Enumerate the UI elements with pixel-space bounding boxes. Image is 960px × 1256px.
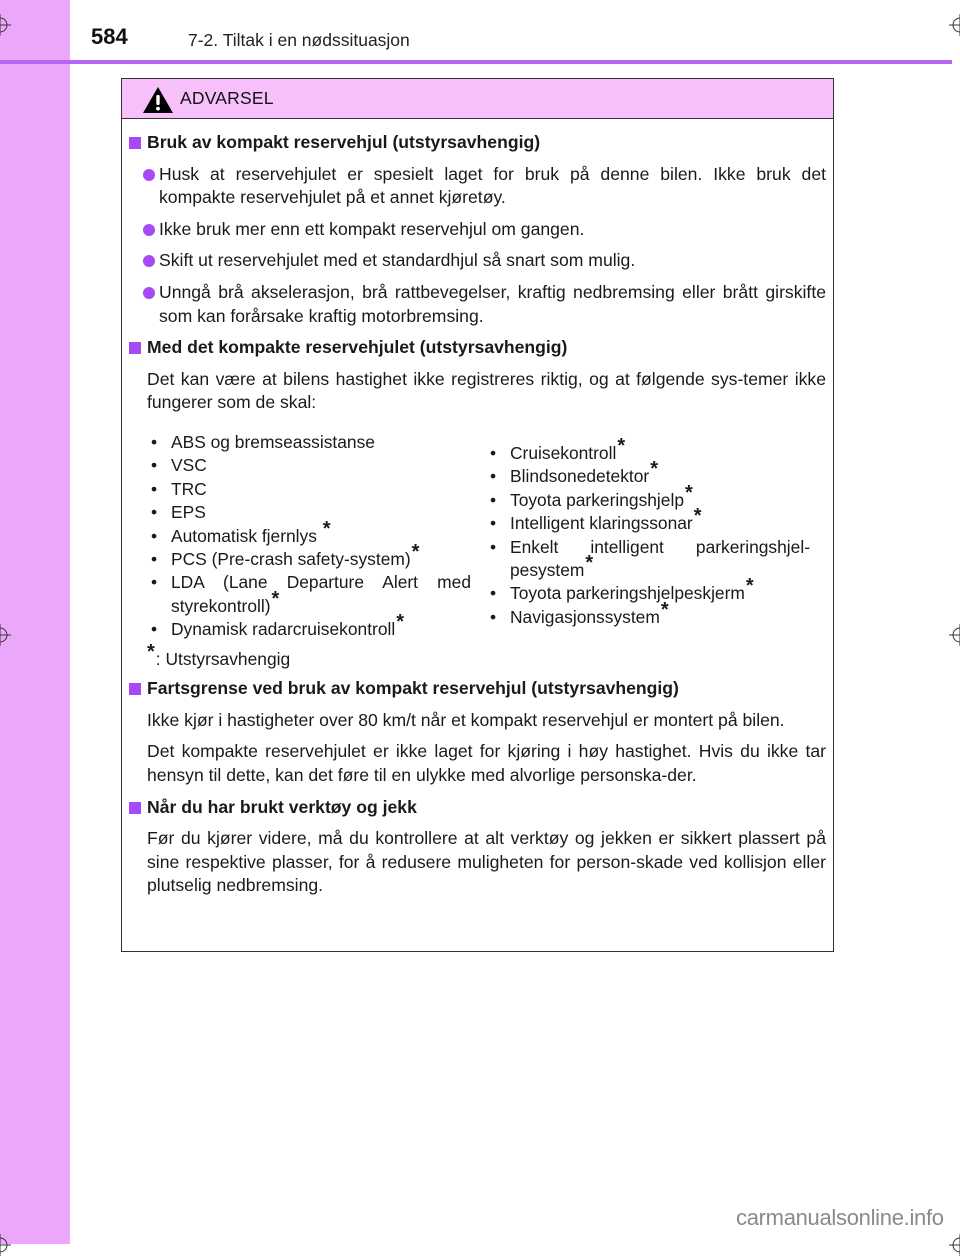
circle-bullet-icon [143,255,155,267]
paragraph: Før du kjører videre, må du kontrollere at alt verktøy og jekken er sikkert plassert på sine respektive plasser, for å redusere muligheten for person-skade ved kollisjon eller plutselig nedbremsing. [147,828,826,896]
watermark[interactable]: carmanualsonline.info [736,1205,944,1230]
square-bullet-icon [129,137,141,149]
paragraph: Det kompakte reservehjulet er ikke laget for kjøring i høy hastighet. Hvis du ikke tar hensyn til dette, kan det føre til en ulykke med alvorlige personska-der. [147,741,826,785]
list-item: Husk at reservehjulet er spesielt laget for bruk på denne bilen. Ikke bruk det kompakte reservehjulet på et annet kjøretøy. [143,163,826,210]
system-item: • Toyota parkeringshjelpeskjerm* [490,575,754,604]
system-item: • Navigasjonssystem* [490,598,669,627]
footnote: *: Utstyrsavhengig [147,640,291,669]
section-heading: Med det kompakte reservehjulet (utstyrsavhengig) [129,336,826,360]
section-heading: Når du har brukt verktøy og jekk [129,796,826,820]
warning-triangle-icon [142,86,174,114]
page-number: 584 [91,24,128,49]
system-item: • Toyota parkeringshjelp* [490,481,693,510]
warning-box [121,78,834,952]
paragraph: Ikke kjør i hastigheter over 80 km/t når et kompakt reservehjul er montert på bilen. [147,709,785,730]
warning-header [122,79,833,119]
circle-bullet-icon [143,224,155,236]
system-item: • VSC [151,455,207,476]
registration-mark-icon [0,624,11,646]
system-item: • Cruisekontroll* [490,434,626,463]
registration-mark-icon [0,1234,11,1256]
list-item: Ikke bruk mer enn ett kompakt reservehjul om gangen. [143,218,826,242]
square-bullet-icon [129,342,141,354]
section-heading: Fartsgrense ved bruk av kompakt reservehjul (utstyrsavhengig) [129,677,826,701]
system-item: • Enkelt intelligent parkeringshjel-pesystem* [490,536,810,580]
square-bullet-icon [129,683,141,695]
system-item: • LDA (Lane Departure Alert med styrekontroll)* [151,572,471,616]
system-item: • Automatisk fjernlys * [151,517,331,546]
list-item: Skift ut reservehjulet med et standardhjul så snart som mulig. [143,249,826,273]
warning-body [122,119,833,898]
circle-bullet-icon [143,169,155,181]
registration-mark-icon [949,14,960,36]
system-item: • ABS og bremseassistanse [151,431,375,452]
system-item: • EPS [151,502,206,523]
circle-bullet-icon [143,287,155,299]
system-item: • Dynamisk radarcruisekontroll* [151,611,405,640]
section-title: 7-2. Tiltak i en nødssituasjon [188,30,410,50]
systems-column-left [151,431,471,642]
section-heading: Bruk av kompakt reservehjul (utstyrsavhengig) [129,131,826,155]
system-item: • Intelligent klaringssonar* [490,505,702,534]
system-item: • TRC [151,478,207,499]
registration-mark-icon [949,624,960,646]
warning-title: ADVARSEL [180,88,274,108]
registration-mark-icon [0,14,11,36]
header-divider [0,60,952,64]
list-item: Unngå brå akselerasjon, brå rattbevegelser, kraftig nedbremsing eller brått girskifte som kan forårsake kraftig motorbremsing. [143,281,826,328]
square-bullet-icon [129,802,141,814]
systems-column-right [490,431,810,642]
registration-mark-icon [949,1234,960,1256]
affected-systems-list [151,431,826,642]
paragraph: Det kan være at bilens hastighet ikke registreres riktig, og at følgende sys-temer ikke fungerer som de skal: [147,368,826,413]
system-item: • Blindsonedetektor* [490,458,659,487]
system-item: • PCS (Pre-crash safety-system)* [151,540,420,569]
side-color-band [0,0,70,1244]
